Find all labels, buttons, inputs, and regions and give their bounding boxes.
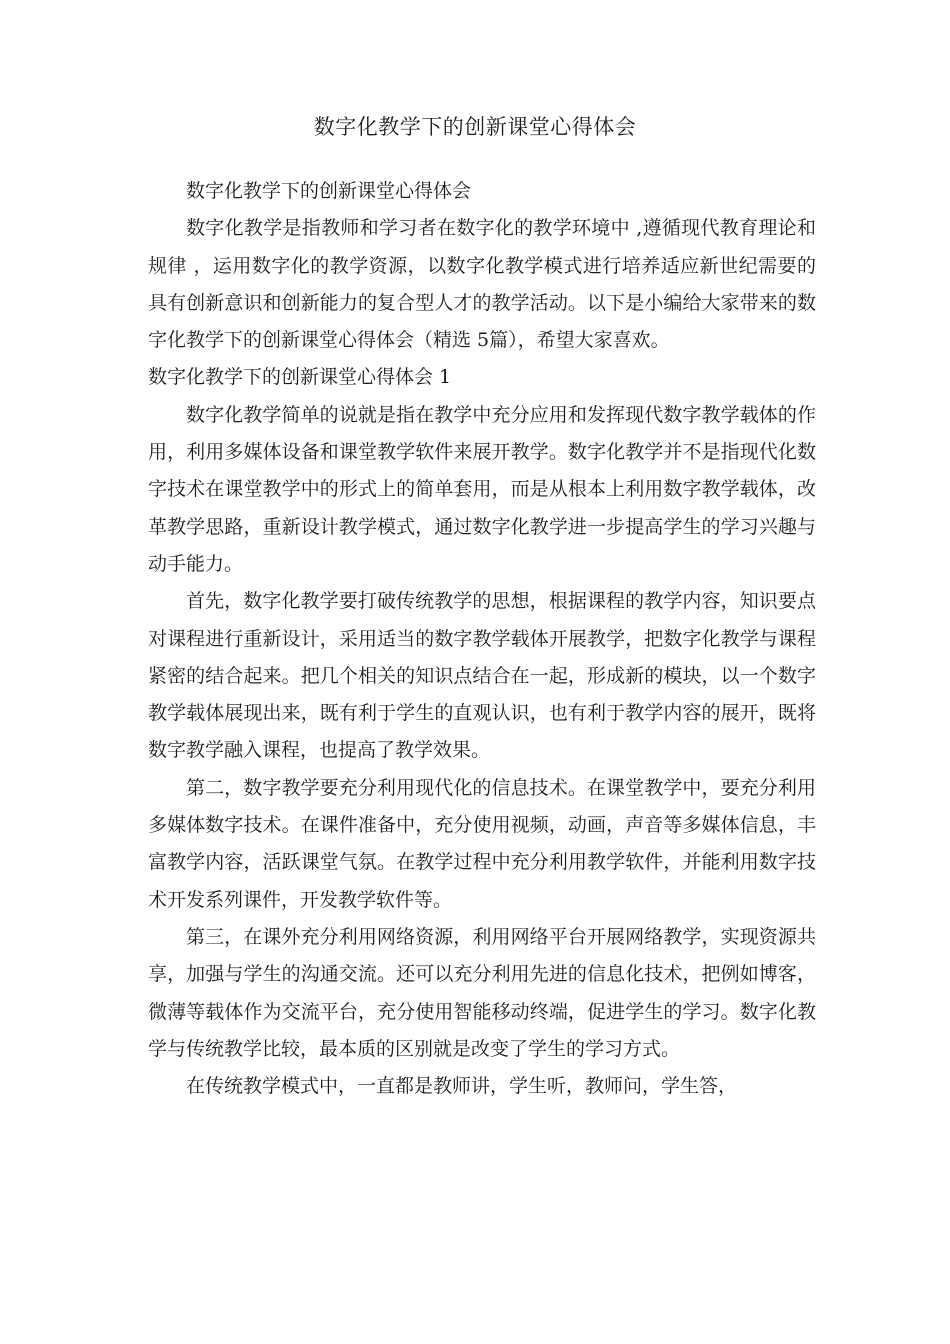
- intro-paragraph: 数字化教学是指教师和学习者在数字化的教学环境中 ,遵循现代教育理论和规律 ，运用数字化的教学资源，以数字化教学模式进行培养适应新世纪需要的具有创新意识和创新能力的复合型人才的教学活动。以下是小编给大家带来的数字化教学下的创新课堂心得体会（精选 5篇），希望大家喜欢。: [148, 217, 816, 352]
- paragraph-2: 首先，数字化教学要打破传统教学的思想，根据课程的教学内容，知识要点对课程进行重新设计，采用适当的数字教学载体开展教学，把数字化教学与课程紧密的结合起来。把几个相关的知识点结合在一起，形成新的模块，以一个数字教学载体展现出来，既有利于学生的直观认识，也有利于教学内容的展开，既将数字教学融入课程，也提高了教学效果。: [148, 590, 816, 762]
- paragraph-4: 第三，在课外充分利用网络资源，利用网络平台开展网络教学，实现资源共享，加强与学生的沟通交流。还可以充分利用先进的信息化技术，把例如博客，微薄等载体作为交流平台，充分使用智能移动终端，促进学生的学习。数字化教学与传统教学比较，最本质的区别就是改变了学生的学习方式。: [148, 925, 816, 1060]
- document-title: 数字化教学下的创新课堂心得体会: [313, 115, 637, 139]
- intro-heading: 数字化教学下的创新课堂心得体会: [186, 180, 472, 202]
- section-heading: 数字化教学下的创新课堂心得体会 1: [148, 366, 452, 389]
- paragraph-1: 数字化教学简单的说就是指在教学中充分应用和发挥现代数字教学载体的作用，利用多媒体设备和课堂教学软件来展开教学。数字化教学并不是指现代化数字技术在课堂教学中的形式上的简单套用，而是从根本上利用数字教学载体，改革教学思路，重新设计教学模式，通过数字化教学进一步提高学生的学习兴趣与动手能力。: [148, 403, 816, 575]
- paragraph-5: 在传统教学模式中，一直都是教师讲，学生听，教师问，学生答，: [186, 1075, 738, 1098]
- document-body: [148, 173, 816, 1105]
- paragraph-3: 第二，数字教学要充分利用现代化的信息技术。在课堂教学中，要充分利用多媒体数字技术。在课件准备中，充分使用视频，动画，声音等多媒体信息，丰富教学内容，活跃课堂气氛。在教学过程中充分利用教学软件，并能利用数字技术开发系列课件，开发教学软件等。: [148, 776, 816, 911]
